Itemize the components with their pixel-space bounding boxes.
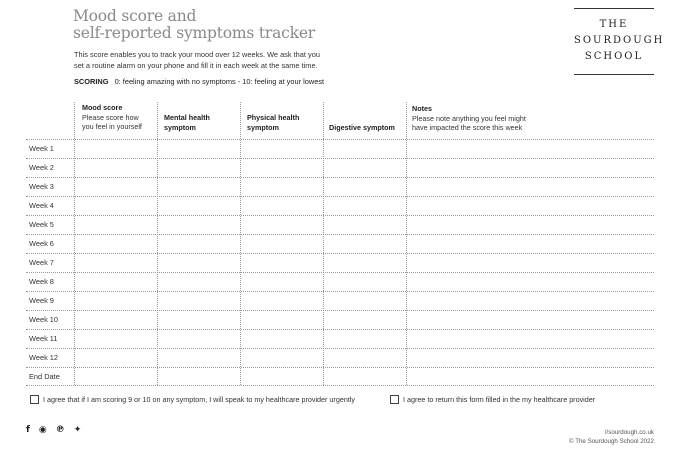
agreement-return-form[interactable] (390, 395, 595, 404)
title-line-1: Mood score and (73, 7, 197, 25)
scoring-text: 0: feeling amazing with no symptoms - 10: feeling at your lowest (114, 77, 325, 86)
column-title: Mood score (82, 103, 123, 112)
column-divider (323, 102, 324, 385)
column-divider (406, 102, 407, 385)
row-divider (26, 253, 654, 254)
facebook-icon[interactable]: f (26, 425, 30, 435)
row-label-end-date: End Date (29, 372, 60, 381)
sourdough-school-logo (574, 8, 665, 75)
row-label-week-12: Week 12 (29, 353, 59, 362)
row-label-week-4: Week 4 (29, 201, 54, 210)
column-divider (74, 102, 75, 385)
row-label-week-3: Week 3 (29, 182, 54, 191)
logo-line-2: SOURDOUGH (574, 35, 665, 46)
intro-line-2: set a routine alarm on your phone and fill it in each week at the same time. (74, 61, 318, 70)
row-divider (26, 139, 654, 140)
column-header-digestive (329, 123, 395, 133)
row-label-week-7: Week 7 (29, 258, 54, 267)
column-header-physical-health (247, 113, 299, 132)
footer-copyright: © The Sourdough School 2022 (569, 438, 654, 445)
row-divider (26, 310, 654, 311)
column-header-notes (412, 104, 526, 133)
column-divider (240, 102, 241, 385)
row-label-week-5: Week 5 (29, 220, 54, 229)
row-divider (26, 234, 654, 235)
row-label-week-2: Week 2 (29, 163, 54, 172)
scoring-label: SCORING (74, 77, 109, 86)
row-divider (26, 291, 654, 292)
column-header-mood-score (82, 103, 142, 132)
row-label-week-6: Week 6 (29, 239, 54, 248)
column-title: Notes (412, 104, 432, 113)
row-divider (26, 348, 654, 349)
row-label-week-10: Week 10 (29, 315, 59, 324)
row-divider (26, 329, 654, 330)
scoring-legend (74, 77, 324, 86)
row-label-week-8: Week 8 (29, 277, 54, 286)
instagram-icon[interactable]: ◉ (38, 425, 47, 435)
title-line-2: self-reported symptoms tracker (73, 24, 316, 42)
agreement-healthcare-urgent[interactable] (30, 395, 355, 404)
column-subtitle: Please note anything you feel might (412, 113, 526, 123)
footer-url[interactable]: //sourdough.co.uk (604, 429, 654, 436)
pinterest-icon[interactable]: ℗ (55, 425, 65, 435)
column-header-mental-health (164, 113, 210, 132)
agreement-label: I agree that if I am scoring 9 or 10 on any symptom, I will speak to my healthcare provider urgently (43, 395, 356, 404)
row-divider (26, 385, 654, 386)
column-subtitle: you feel in yourself (82, 122, 142, 131)
row-divider (26, 215, 654, 216)
row-divider (26, 272, 654, 273)
intro-text (74, 49, 374, 71)
column-subtitle: symptom (164, 122, 196, 132)
footer (569, 428, 654, 446)
row-divider (26, 177, 654, 178)
page-title (73, 8, 315, 42)
logo-line-1: THE (599, 19, 629, 30)
column-subtitle: symptom (247, 122, 279, 132)
column-subtitle: have impacted the score this week (412, 123, 523, 132)
column-title: Physical health (247, 113, 300, 122)
row-divider (26, 158, 654, 159)
row-label-week-9: Week 9 (29, 296, 54, 305)
row-label-week-1: Week 1 (29, 144, 54, 153)
intro-line-1: This score enables you to track your mood over 12 weeks. We ask that you (74, 50, 320, 59)
agreement-checkbox[interactable] (30, 395, 39, 404)
logo-line-3: SCHOOL (584, 51, 644, 62)
agreement-checkbox[interactable] (390, 395, 399, 404)
social-links (26, 425, 81, 435)
column-title: Digestive symptom (329, 123, 395, 132)
row-divider (26, 196, 654, 197)
column-title: Mental health (164, 113, 210, 122)
column-divider (157, 102, 158, 385)
twitter-icon[interactable]: ✦ (73, 425, 82, 435)
column-subtitle: Please score how (82, 112, 139, 122)
row-divider (26, 367, 654, 368)
agreement-label: I agree to return this form filled in the my healthcare provider (403, 395, 596, 404)
row-label-week-11: Week 11 (29, 334, 58, 343)
